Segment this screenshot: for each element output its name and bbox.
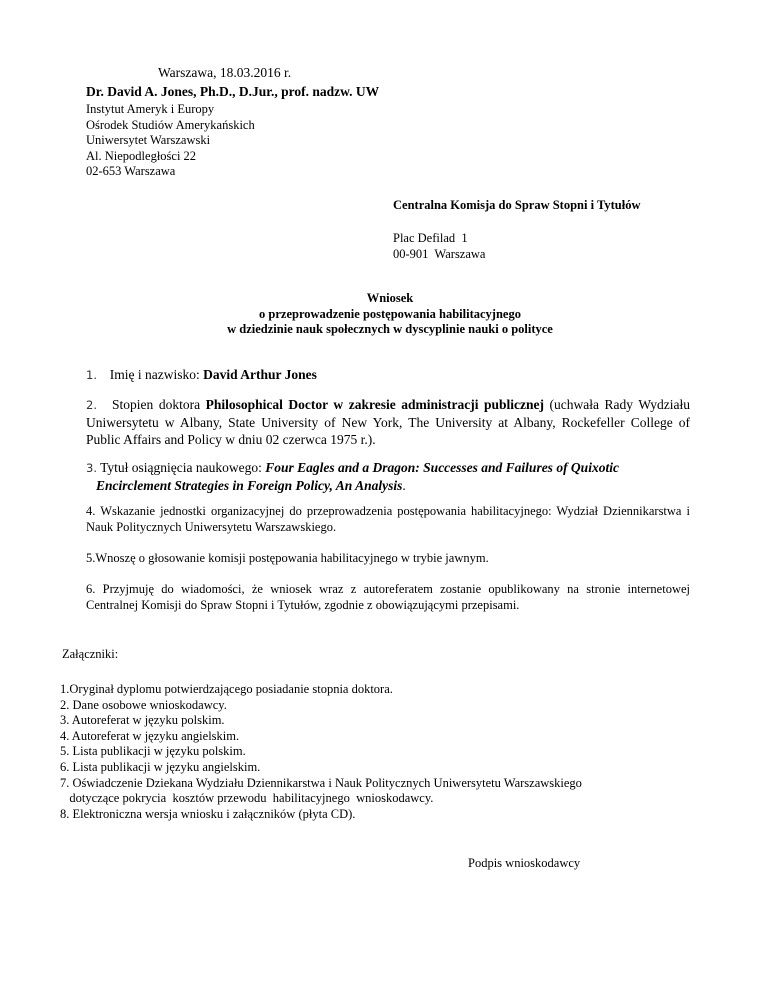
recipient-street: Plac Defilad 1: [393, 231, 468, 245]
attachment-item: 7. Oświadczenie Dziekana Wydziału Dziennikarstwa i Nauk Politycznych Uniwersytetu Warszawskiego: [60, 775, 582, 790]
address-line: Uniwersytet Warszawski: [86, 133, 211, 147]
address-line: 02-653 Warszawa: [86, 164, 176, 178]
address-line: Ośrodek Studiów Amerykańskich: [86, 117, 255, 132]
item-text: Stopien doktora: [112, 397, 206, 412]
item-text: .: [402, 478, 406, 493]
address-line: Instytut Ameryk i Europy: [86, 102, 215, 116]
attachment-item: 2. Dane osobowe wnioskodawcy.: [60, 697, 227, 712]
title-line: Wniosek: [366, 291, 414, 305]
title-line: o przeprowadzenie postępowania habilitacyjnego: [259, 306, 521, 321]
document-title: [150, 291, 630, 338]
item-text: (uchwała Rady Wydziału Uniwersytetu w Albany, State University of New York, The University at Albany, Rockefeller College of Public Affairs and Policy w dniu 02 czerwca 1975 r.).: [86, 397, 690, 447]
item-voting: 5.Wnoszę o głosowanie komisji postępowania habilitacyjnego w trybie jawnym.: [86, 551, 489, 565]
attachments-list: [60, 682, 740, 822]
attachment-item: dotyczące pokrycia kosztów przewodu habilitacyjnego wnioskodawcy.: [60, 791, 434, 806]
item-unit: 4. Wskazanie jednostki organizacyjnej do przeprowadzenia postępowania habilitacyjnego: Wydział Dziennikarstwa i Nauk Politycznych Uniwersytetu Warszawskiego.: [86, 504, 690, 534]
recipient-name: Centralna Komisja do Spraw Stopni i Tytułów: [393, 198, 641, 212]
item-bold: Philosophical Doctor w zakresie administracji publicznej: [205, 397, 545, 412]
item-number: 1.: [86, 368, 97, 382]
recipient-city: 00-901 Warszawa: [393, 247, 486, 261]
address-line: Al. Niepodległości 22: [86, 148, 197, 163]
place-date: Warszawa, 18.03.2016 r.: [158, 65, 292, 80]
title-line: w dziedzinie nauk społecznych w dyscyplinie nauki o polityce: [227, 322, 553, 336]
item-value: David Arthur Jones: [203, 367, 317, 382]
attachments-heading: Załączniki:: [62, 647, 119, 661]
item-publication: 6. Przyjmuję do wiadomości, że wniosek wraz z autoreferatem zostanie opublikowany na stronie internetowej Centralnej Komisji do Spraw Stopni i Tytułów, zgodnie z obowiązującymi przepisami.: [86, 582, 690, 612]
signature-label: Podpis wnioskodawcy: [468, 856, 581, 870]
item-doctorate: [86, 396, 690, 448]
item-name: [86, 366, 317, 384]
attachment-item: 5. Lista publikacji w języku polskim.: [60, 744, 246, 759]
author-address: [86, 102, 255, 180]
item-text: Tytuł osiągnięcia naukowego:: [100, 460, 266, 475]
item-achievement: [86, 459, 706, 494]
item-number: 3.: [86, 461, 97, 475]
attachment-item: 1.Oryginał dyplomu potwierdzającego posiadanie stopnia doktora.: [60, 682, 393, 696]
item-label: Imię i nazwisko:: [109, 367, 204, 382]
attachment-item: 4. Autoreferat w języku angielskim.: [60, 728, 240, 743]
achievement-title: Four Eagles and a Dragon: Successes and Failures of Quixotic: [265, 460, 619, 475]
item-number: 2.: [86, 398, 97, 412]
attachment-item: 8. Elektroniczna wersja wniosku i załączników (płyta CD).: [60, 806, 356, 821]
author-name: Dr. David A. Jones, Ph.D., D.Jur., prof. nadzw. UW: [86, 84, 380, 99]
attachment-item: 3. Autoreferat w języku polskim.: [60, 713, 225, 728]
achievement-title: Encirclement Strategies in Foreign Policy, An Analysis: [96, 478, 403, 493]
attachment-item: 6. Lista publikacji w języku angielskim.: [60, 759, 261, 774]
